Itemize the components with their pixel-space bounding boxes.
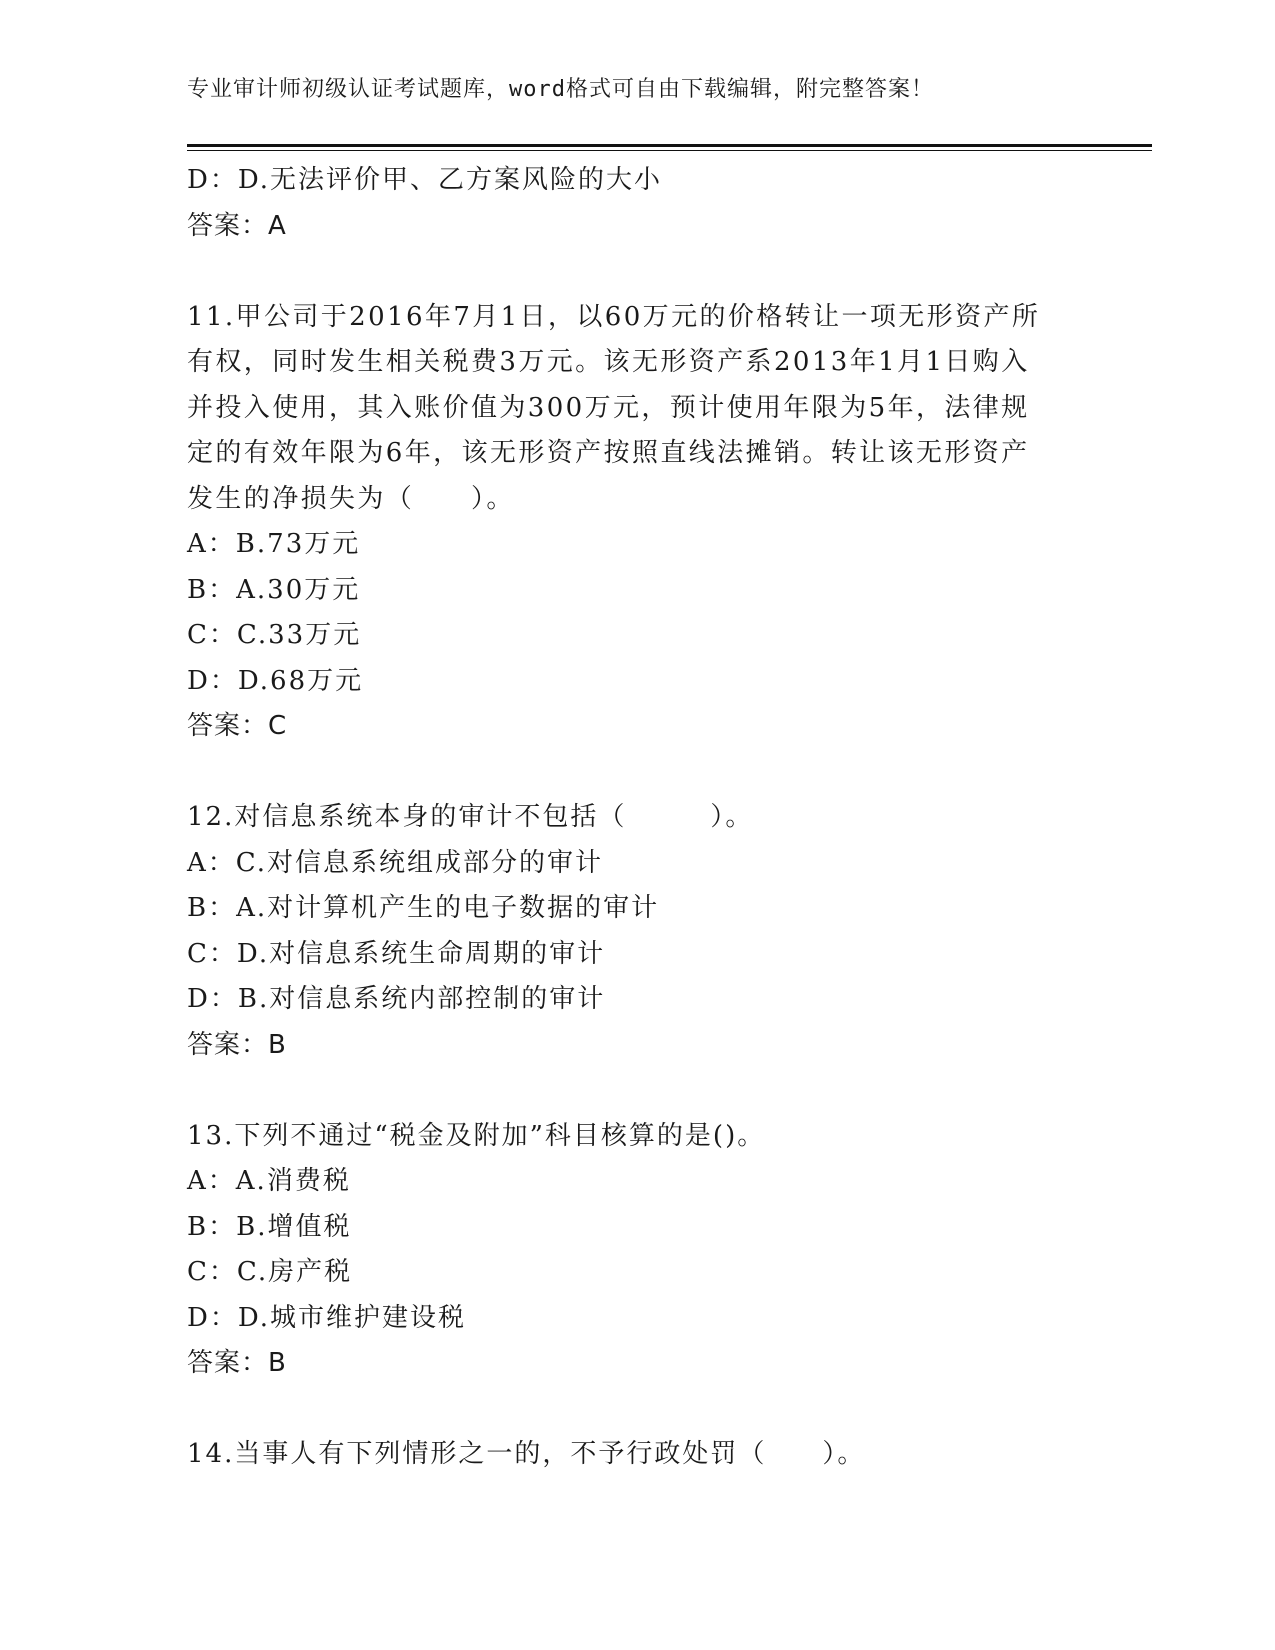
spacer: [187, 750, 1087, 796]
stem-line: 有权，同时发生相关税费3万元。该无形资产系2013年1月1日购入: [187, 347, 1030, 377]
option-d: D：D.68万元: [187, 665, 364, 696]
spacer: [187, 249, 1087, 295]
header-rule-thin: [187, 150, 1152, 151]
stem-line: 并投入使用，其入账价值为300万元，预计使用年限为5年，法律规: [187, 392, 1030, 423]
stem-line: 11.甲公司于2016年7月1日，以60万元的价格转让一项无形资产所: [187, 301, 1041, 332]
option-a: A：A.消费税: [187, 1166, 351, 1196]
option-a: A：C.对信息系统组成部分的审计: [187, 847, 604, 878]
option-a: A：B.73万元: [187, 529, 361, 559]
option-d: D：D.城市维护建设税: [187, 1302, 467, 1333]
option-b: B：B.增值税: [187, 1211, 352, 1242]
option-b: B：A.对计算机产生的电子数据的审计: [187, 893, 660, 923]
header-rule-thick: [187, 144, 1152, 147]
spacer: [187, 1068, 1087, 1114]
option-d: D：B.对信息系统内部控制的审计: [187, 984, 606, 1014]
question-stem: 14.当事人有下列情形之一的，不予行政处罚（ ）。: [187, 1439, 866, 1469]
answer-line: 答案：A: [187, 210, 287, 241]
prev-question: [187, 158, 1087, 249]
question-12: [187, 795, 1087, 1068]
option-b: B：A.30万元: [187, 574, 361, 605]
question-stem: 12.对信息系统本身的审计不包括（ ）。: [187, 802, 754, 832]
page-header: 专业审计师初级认证考试题库，word格式可自由下载编辑，附完整答案！: [187, 77, 934, 102]
question-stem: [187, 295, 1087, 523]
option-c: C：D.对信息系统生命周期的审计: [187, 938, 606, 969]
stem-line: 定的有效年限为6年，该无形资产按照直线法摊销。转让该无形资产: [187, 438, 1030, 468]
option-c: C：C.33万元: [187, 620, 362, 650]
document-body: [187, 158, 1087, 1478]
option-c: C：C.房产税: [187, 1257, 353, 1287]
stem-line: 发生的净损失为（ ）。: [187, 483, 515, 514]
answer-line: 答案：C: [187, 711, 288, 741]
answer-line: 答案：B: [187, 1348, 287, 1378]
question-stem: 13.下列不通过“税金及附加”科目核算的是()。: [187, 1120, 766, 1151]
spacer: [187, 1387, 1087, 1433]
question-11: [187, 295, 1087, 750]
option-line: D：D.无法评价甲、乙方案风险的大小: [187, 165, 663, 195]
question-13: [187, 1114, 1087, 1387]
question-14: [187, 1432, 1087, 1478]
answer-line: 答案：B: [187, 1029, 287, 1060]
